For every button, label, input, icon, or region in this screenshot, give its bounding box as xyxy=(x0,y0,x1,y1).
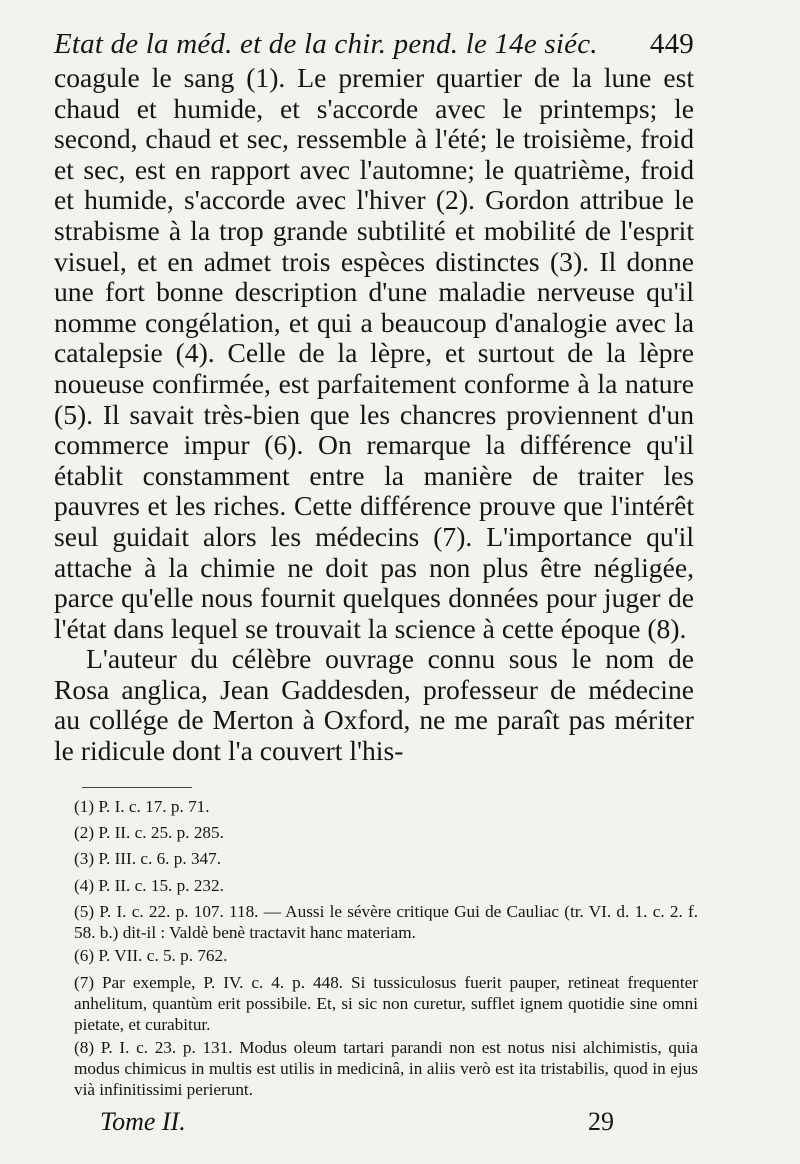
paragraph-2: L'auteur du célèbre ouvrage connu sous le nom de Rosa anglica, Jean Gaddesden, professeur de médecine au collége de Merton à Oxford, ne me paraît pas mériter le ridicule dont l'a couvert l'his- xyxy=(54,643,694,767)
footnote-7: (7) Par exemple, P. IV. c. 4. p. 448. Si tussiculosus fuerit pauper, retineat frequenter anhelitum, quantùm erit possibile. Et, si sic non curetur, sufflet ignem quotidie sine omni pietate, et curabitur. xyxy=(74,972,698,1034)
footnotes xyxy=(74,794,698,1100)
page-number: 449 xyxy=(649,28,694,60)
main-text xyxy=(54,63,694,767)
page-footer xyxy=(100,1107,614,1137)
footnote-2: (2) P. II. c. 25. p. 285. xyxy=(74,823,224,843)
footnote-1: (1) P. I. c. 17. p. 71. xyxy=(74,796,210,816)
paragraph-1: coagule le sang (1). Le premier quartier de la lune est chaud et humide, et s'accorde avec le printemps; le second, chaud et sec, ressemble à l'été; le troisième, froid et sec, est en rapport avec l'automne; le quatrième, froid et humide, s'accorde avec l'hiver (2). Gordon attribue le strabisme à la trop grande subtilité et mobilité de l'esprit visuel, et en admet trois espèces distinctes (3). Il donne une fort bonne description d'une maladie nerveuse qu'il nomme congélation, et qui a beaucoup d'analogie avec la catalepsie (4). Celle de la lèpre, et surtout de la lèpre noueuse confirmée, est parfaitement conforme à la nature (5). Il savait très-bien que les chancres proviennent d'un commerce impur (6). On remarque la différence qu'il établit constamment entre la manière de traiter les pauvres et les riches. Cette différence prouve que l'intérêt seul guidait alors les médecins (7). L'importance qu'il attache à la chimie ne doit pas non plus être négligée, parce qu'elle nous fournit quelques données pour juger de l'état dans lequel se trouvait la science à cette époque (8). xyxy=(54,62,694,644)
footnote-6: (6) P. VII. c. 5. p. 762. xyxy=(74,946,228,966)
footnote-8: (8) P. I. c. 23. p. 131. Modus oleum tartari parandi non est notus nisi alchimistis, quia modus chimicus in multis est utilis in medicinâ, in aliis verò est ita tristabilis, quod in ejus vià infinitissimi perierunt. xyxy=(74,1037,698,1099)
running-title: Etat de la méd. et de la chir. pend. le 14e siéc. xyxy=(54,28,598,60)
footnote-5: (5) P. I. c. 22. p. 107. 118. — Aussi le sévère critique Gui de Cauliac (tr. VI. d. 1. c. 2. f. 58. b.) dit-il : Valdè benè tractavit hanc materiam. xyxy=(74,902,698,943)
footnote-4: (4) P. II. c. 15. p. 232. xyxy=(74,875,224,895)
footnote-3: (3) P. III. c. 6. p. 347. xyxy=(74,849,222,869)
signature-mark: 29 xyxy=(588,1107,614,1136)
running-header xyxy=(54,28,694,61)
volume-label: Tome II. xyxy=(100,1107,186,1136)
footnote-rule xyxy=(82,787,192,788)
